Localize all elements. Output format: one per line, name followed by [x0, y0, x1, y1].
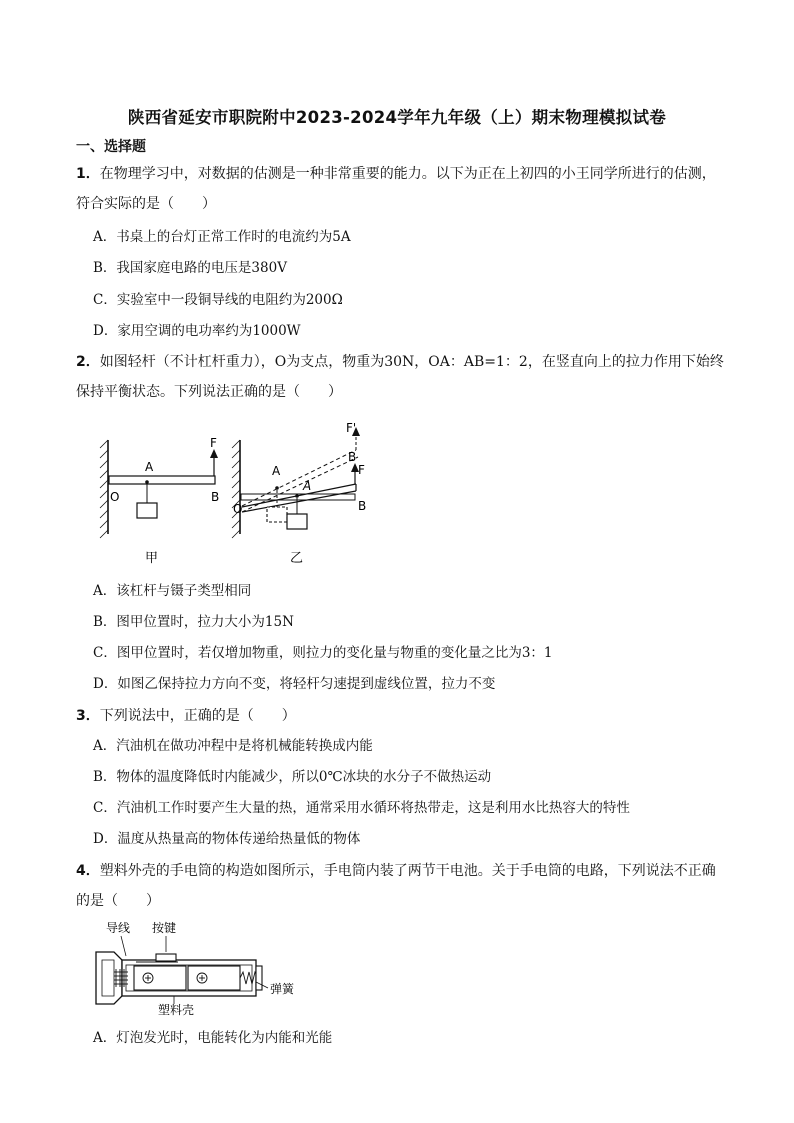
question-text: 下列说法中，正确的是（ ）	[99, 708, 296, 724]
section-heading: 一、选择题	[76, 139, 146, 155]
label-point-b-raised: B	[348, 450, 357, 464]
question-3-option-a: A．汽油机在做功冲程中是将机械能转换成内能	[93, 738, 373, 754]
question-number: 3．	[76, 708, 100, 724]
question-3-option-b: B．物体的温度降低时内能减少，所以0℃冰块的水分子不做热运动	[93, 769, 492, 785]
label-point-a-raised: A	[272, 464, 281, 478]
flashlight-figure	[92, 916, 312, 1020]
question-number: 1．	[76, 166, 100, 182]
question-2-option-c: C．图甲位置时，若仅增加物重，则拉力的变化量与物重的变化量之比为3：1	[93, 645, 553, 661]
label-spring: 弹簧	[270, 982, 295, 996]
question-4-option-a: A．灯泡发光时，电能转化为内能和光能	[93, 1030, 333, 1046]
question-3-option-c: C．汽油机工作时要产生大量的热，通常采用水循环将热带走，这是利用水比热容大的特性	[93, 800, 630, 816]
question-number: 4．	[76, 863, 100, 879]
question-text: 如图轻杆（不计杠杆重力），O为支点，物重为30N，OA：AB=1：2，在竖直向上的拉力作用下始终	[99, 354, 724, 370]
question-1-stem-line-1	[76, 164, 756, 184]
exam-title: 陕西省延安市职院附中2023-2024学年九年级（上）期末物理模拟试卷	[127, 108, 667, 127]
label-point-a: A	[145, 460, 154, 474]
lever-figure	[90, 412, 390, 572]
lever-figure-left	[100, 436, 219, 566]
label-plastic-shell: 塑料壳	[158, 1003, 195, 1017]
label-pivot-o: O	[233, 502, 243, 516]
question-1-option-a: A．书桌上的台灯正常工作时的电流约为5A	[93, 229, 351, 245]
question-1-stem-line-2: 符合实际的是（ ）	[76, 196, 216, 212]
label-wire: 导线	[106, 921, 131, 935]
question-3-stem-line-1	[76, 706, 756, 726]
question-1-option-b: B．我国家庭电路的电压是380V	[93, 260, 287, 276]
label-point-b: B	[211, 490, 220, 504]
lever-figure-right	[232, 421, 366, 566]
figure-caption-jia: 甲	[145, 551, 159, 566]
question-1-option-c: C．实验室中一段铜导线的电阻约为200Ω	[93, 292, 343, 308]
question-3-option-d: D．温度从热量高的物体传递给热量低的物体	[93, 831, 361, 847]
label-point-a: A	[303, 479, 312, 493]
question-2-stem-line-2: 保持平衡状态。下列说法正确的是（ ）	[76, 384, 342, 400]
label-force-f: F	[210, 436, 217, 450]
figure-caption-yi: 乙	[290, 551, 304, 566]
question-number: 2．	[76, 354, 100, 370]
label-pivot-o: O	[110, 490, 120, 504]
question-2-option-a: A．该杠杆与镊子类型相同	[93, 583, 252, 599]
question-text: 塑料外壳的手电筒的构造如图所示，手电筒内装了两节干电池。关于手电筒的电路，下列说法不正确	[99, 863, 716, 879]
question-2-option-b: B．图甲位置时，拉力大小为15N	[93, 614, 294, 630]
label-button: 按键	[152, 921, 177, 935]
label-point-b: B	[358, 499, 367, 513]
question-text: 在物理学习中，对数据的估测是一种非常重要的能力。以下为正在上初四的小王同学所进行的估测，	[99, 166, 716, 182]
label-force-f: F	[358, 463, 365, 477]
question-2-stem-line-1	[76, 352, 756, 372]
question-4-stem-line-1	[76, 861, 756, 881]
question-4-stem-line-2: 的是（ ）	[76, 893, 160, 909]
label-force-f-prime: F'	[346, 421, 357, 435]
question-1-option-d: D．家用空调的电功率约为1000W	[93, 323, 301, 339]
question-2-option-d: D．如图乙保持拉力方向不变，将轻杆匀速提到虚线位置，拉力不变	[93, 676, 496, 692]
